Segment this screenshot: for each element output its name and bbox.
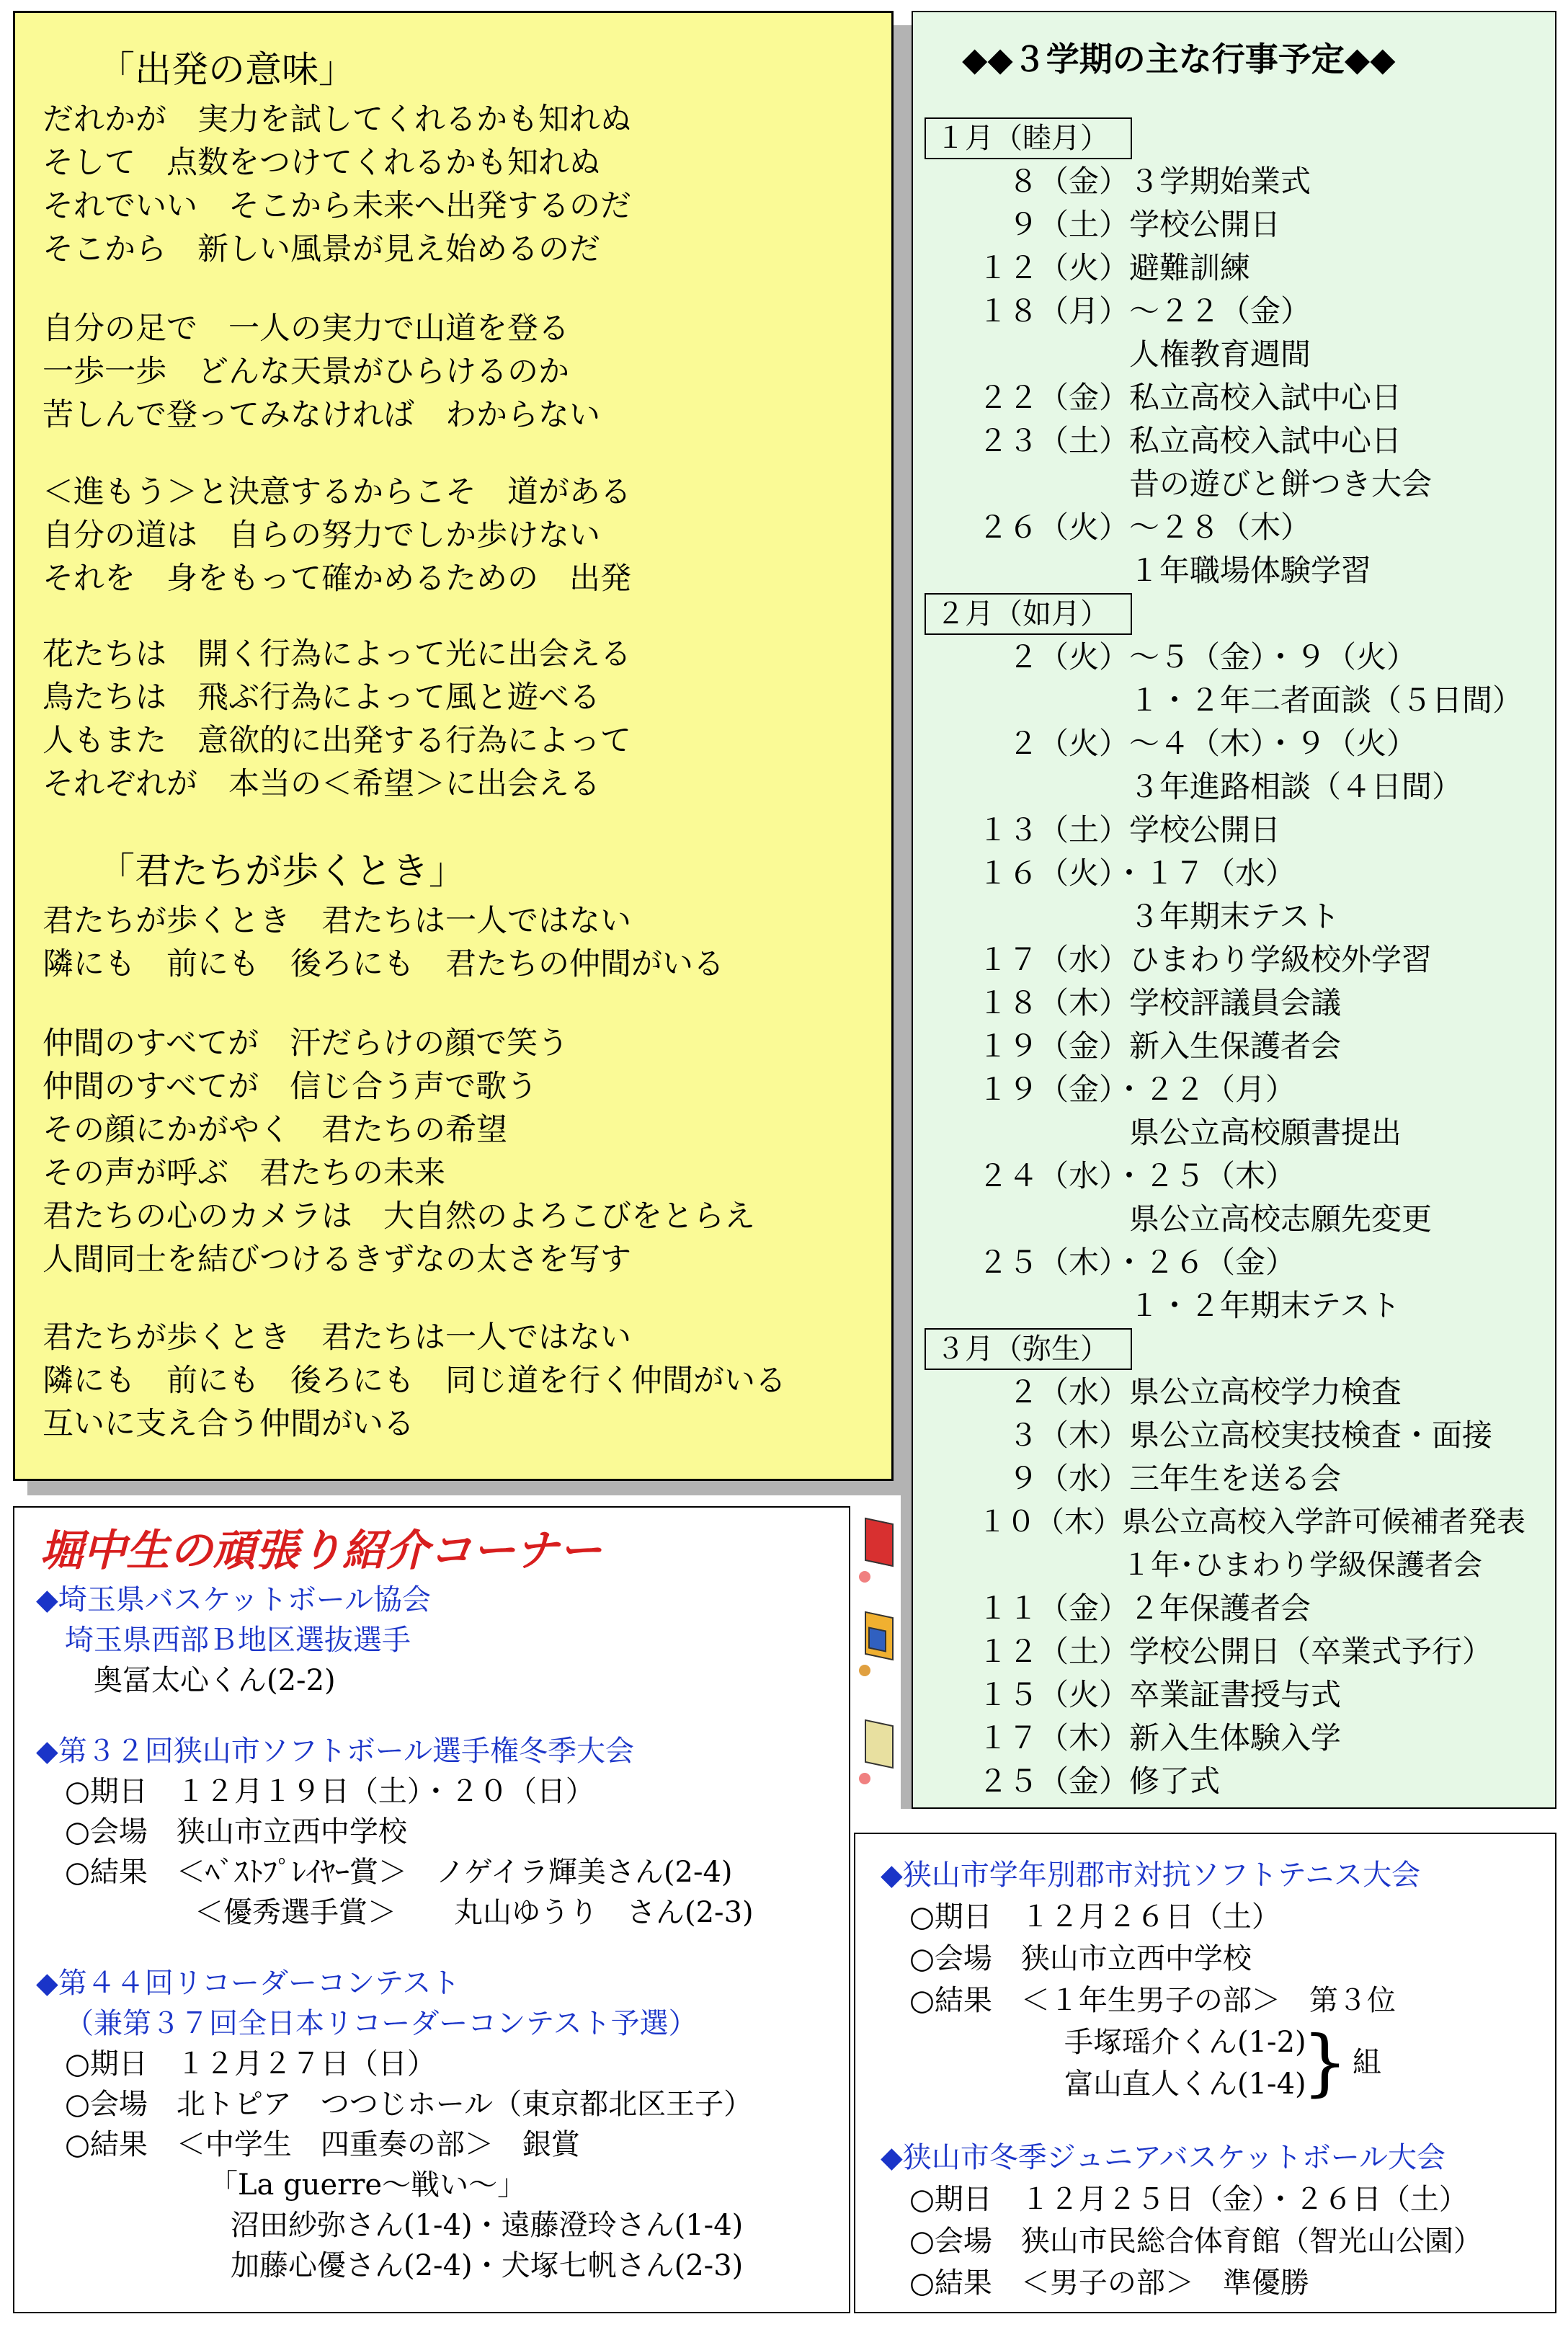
tennis-result: ○結果 ＜１年生男子の部＞ 第３位	[909, 1984, 1396, 2017]
tennis-date: ○期日 １２月２６日（土）	[909, 1900, 1280, 1934]
poem2-title: 「君たちが歩くとき」	[98, 850, 466, 893]
recorder-members: 加藤心優さん(2-4)・犬塚七帆さん(2-3)	[231, 2249, 744, 2282]
softball-result: ○結果 ＜ﾍﾞｽﾄﾌﾟﾚｲﾔｰ賞＞ ノゲイラ輝美さん(2-4)	[65, 1856, 733, 1889]
brace-icon: }	[1302, 2020, 1348, 2104]
softball-result: ＜優秀選手賞＞ 丸山ゆうり さん(2-3)	[195, 1896, 754, 1929]
poem-line: 隣にも 前にも 後ろにも 君たちの仲間がいる	[43, 946, 724, 982]
schedule-event: １７（水）ひまわり学級校外学習	[978, 942, 1433, 977]
recorder-piece: 「La guerre～戦い～」	[209, 2168, 527, 2202]
schedule-event: 県公立高校志願先変更	[978, 1201, 1433, 1237]
poem-line: だれかが 実力を試してくれるかも知れぬ	[43, 102, 631, 138]
poem-line: 君たちが歩くとき 君たちは一人ではない	[43, 903, 631, 939]
schedule-event: 人権教育週間	[978, 337, 1311, 372]
poem-line: そして 点数をつけてくれるかも知れぬ	[43, 145, 600, 181]
poem-line: それでいい そこから未来へ出発するのだ	[43, 188, 631, 224]
tennis-venue: ○会場 狭山市立西中学校	[909, 1942, 1252, 1975]
schedule-event: １７（木）新入生体験入学	[978, 1720, 1342, 1756]
poem-line: 自分の道は 自らの努力でしか歩けない	[43, 517, 600, 553]
poem-line: その声が呼ぶ 君たちの未来	[43, 1155, 445, 1191]
poem-line: ＜進もう＞と決意するからこそ 道がある	[43, 474, 631, 510]
schedule-event: １１（金）２年保護者会	[978, 1590, 1311, 1626]
poem-line: 仲間のすべてが 汗だらけの顔で笑う	[43, 1025, 569, 1062]
recorder-members: 沼田紗弥さん(1-4)・遠藤澄玲さん(1-4)	[231, 2209, 744, 2242]
poem-line: 自分の足で 一人の実力で山道を登る	[43, 311, 569, 347]
schedule-event: ９（水）三年生を送る会	[978, 1461, 1342, 1496]
recorder-heading: ◆第４４回リコーダーコンテスト	[36, 1967, 460, 2000]
schedule-event: ３年期末テスト	[978, 899, 1340, 934]
recorder-date: ○期日 １２月２７日（日）	[65, 2047, 436, 2081]
schedule-event: ３年進路相談（４日間）	[978, 769, 1463, 804]
schedule-event: ２（火）～４（木）・９（火）	[978, 726, 1417, 761]
schedule-event: １９（金）新入生保護者会	[978, 1028, 1342, 1064]
schedule-event: ２（火）～５（金）・９（火）	[978, 639, 1417, 675]
tennis-player: 手塚瑶介くん(1-2)	[1064, 2026, 1306, 2059]
schedule-event: ２５（木）・２６（金）	[978, 1245, 1296, 1280]
poem-line: 苦しんで登ってみなければ わからない	[43, 397, 600, 433]
junior-basket-date: ○期日 １２月２５日（金）・２６日（土）	[909, 2183, 1468, 2216]
schedule-title: ◆◆３学期の主な行事予定◆◆	[962, 40, 1396, 79]
achievement-panel	[13, 1506, 850, 2313]
schedule-event: ２６（火）～２８（木）	[978, 510, 1311, 545]
poem-line: 人もまた 意欲的に出発する行為によって	[43, 723, 631, 759]
basket-player: 奥冨太心くん(2-2)	[94, 1664, 336, 1697]
pair-label: 組	[1353, 2046, 1381, 2079]
recorder-sub: （兼第３７回全日本リコーダーコンテスト予選）	[65, 2007, 698, 2040]
schedule-event: ２３（土）私立高校入試中心日	[978, 423, 1402, 458]
schedule-event: 県公立高校願書提出	[978, 1115, 1402, 1150]
recorder-result: ○結果 ＜中学生 四重奏の部＞ 銀賞	[65, 2128, 580, 2161]
softball-date: ○期日 １２月１９日（土）・２０（日）	[65, 1775, 594, 1808]
schedule-event: ９（土）学校公開日	[978, 207, 1281, 242]
schedule-event: ３（木）県公立高校実技検査・面接	[978, 1418, 1493, 1453]
schedule-event: １年職場体験学習	[978, 553, 1372, 588]
junior-basket-venue: ○会場 狭山市民総合体育館（智光山公園）	[909, 2225, 1482, 2258]
recorder-venue: ○会場 北トピア つつじホール（東京都北区王子）	[65, 2088, 753, 2121]
schedule-event: ２４（水）・２５（木）	[978, 1158, 1296, 1193]
kite-decoration	[868, 1627, 886, 1652]
poem-line: そこから 新しい風景が見え始めるのだ	[43, 231, 600, 267]
month-label-march: ３月（弥生）	[925, 1328, 1132, 1370]
month-label-february: ２月（如月）	[925, 593, 1132, 635]
poem-line: それぞれが 本当の＜希望＞に出会える	[43, 766, 600, 802]
poem-line: それを 身をもって確かめるための 出発	[43, 561, 631, 597]
achievement-title: 堀中生の頑張り紹介コーナー	[40, 1526, 602, 1576]
poem-line: その顔にかがやく 君たちの希望	[43, 1112, 507, 1148]
schedule-event: １９（金）・２２（月）	[978, 1072, 1296, 1107]
softball-heading: ◆第３２回狭山市ソフトボール選手権冬季大会	[36, 1735, 634, 1768]
schedule-event: ８（金）３学期始業式	[978, 164, 1311, 199]
schedule-panel	[912, 11, 1556, 1809]
flower-decoration	[859, 1773, 870, 1784]
poem-line: 君たちが歩くとき 君たちは一人ではない	[43, 1320, 631, 1356]
schedule-event: ２２（金）私立高校入試中心日	[978, 380, 1402, 415]
poem-panel	[13, 11, 894, 1481]
poem-line: 隣にも 前にも 後ろにも 同じ道を行く仲間がいる	[43, 1363, 786, 1399]
schedule-event: 昔の遊びと餅つき大会	[978, 466, 1433, 502]
flower-decoration	[859, 1665, 870, 1676]
schedule-event: １８（木）学校評議員会議	[978, 985, 1342, 1020]
poem-line: 一歩一歩 どんな天景がひらけるのか	[43, 354, 569, 390]
schedule-event: １０（木）県公立高校入学許可候補者発表	[978, 1505, 1525, 1539]
schedule-event: １年･ひまわり学級保護者会	[978, 1549, 1482, 1582]
schedule-event: １８（月）～２２（金）	[978, 293, 1311, 329]
poem-box-shadow-bottom	[27, 1481, 908, 1495]
tennis-player: 富山直人くん(1-4)	[1064, 2068, 1306, 2101]
poem-line: 仲間のすべてが 信じ合う声で歌う	[43, 1069, 538, 1105]
schedule-event: １・２年二者面談（５日間）	[978, 682, 1523, 718]
results-panel	[854, 1833, 1556, 2313]
poem-line: 君たちの心のカメラは 大自然のよろこびをとらえ	[43, 1198, 755, 1234]
schedule-event: １３（土）学校公開日	[978, 812, 1281, 847]
schedule-event: ２（水）県公立高校学力検査	[978, 1374, 1402, 1410]
tennis-heading: ◆狭山市学年別郡市対抗ソフトテニス大会	[881, 1859, 1421, 1892]
schedule-event: １２（土）学校公開日（卒業式予行）	[978, 1634, 1493, 1669]
basket-sub: 埼玉県西部Ｂ地区選抜選手	[65, 1624, 411, 1657]
softball-venue: ○会場 狭山市立西中学校	[65, 1815, 407, 1848]
poem-line: 互いに支え合う仲間がいる	[43, 1406, 414, 1442]
schedule-event: １６（火）・１７（水）	[978, 855, 1296, 891]
kite-decoration	[865, 1518, 894, 1567]
schedule-event: １２（火）避難訓練	[978, 250, 1251, 285]
junior-basket-heading: ◆狭山市冬季ジュニアバスケットボール大会	[881, 2141, 1446, 2174]
poem-line: 花たちは 開く行為によって光に出会える	[43, 636, 631, 672]
poem1-title: 「出発の意味」	[98, 49, 356, 92]
schedule-box-shadow	[901, 25, 912, 1809]
month-label-january: １月（睦月）	[925, 117, 1132, 159]
flower-decoration	[859, 1571, 870, 1583]
kite-decoration	[865, 1719, 894, 1769]
poem-line: 人間同士を結びつけるきずなの太さを写す	[43, 1242, 631, 1278]
junior-basket-result: ○結果 ＜男子の部＞ 準優勝	[909, 2266, 1309, 2300]
schedule-event: １・２年期末テスト	[978, 1288, 1401, 1323]
schedule-event: ２５（金）修了式	[978, 1763, 1221, 1799]
schedule-event: １５（火）卒業証書授与式	[978, 1677, 1342, 1712]
poem-line: 鳥たちは 飛ぶ行為によって風と遊べる	[43, 680, 600, 716]
basket-heading: ◆埼玉県バスケットボール協会	[36, 1583, 431, 1616]
